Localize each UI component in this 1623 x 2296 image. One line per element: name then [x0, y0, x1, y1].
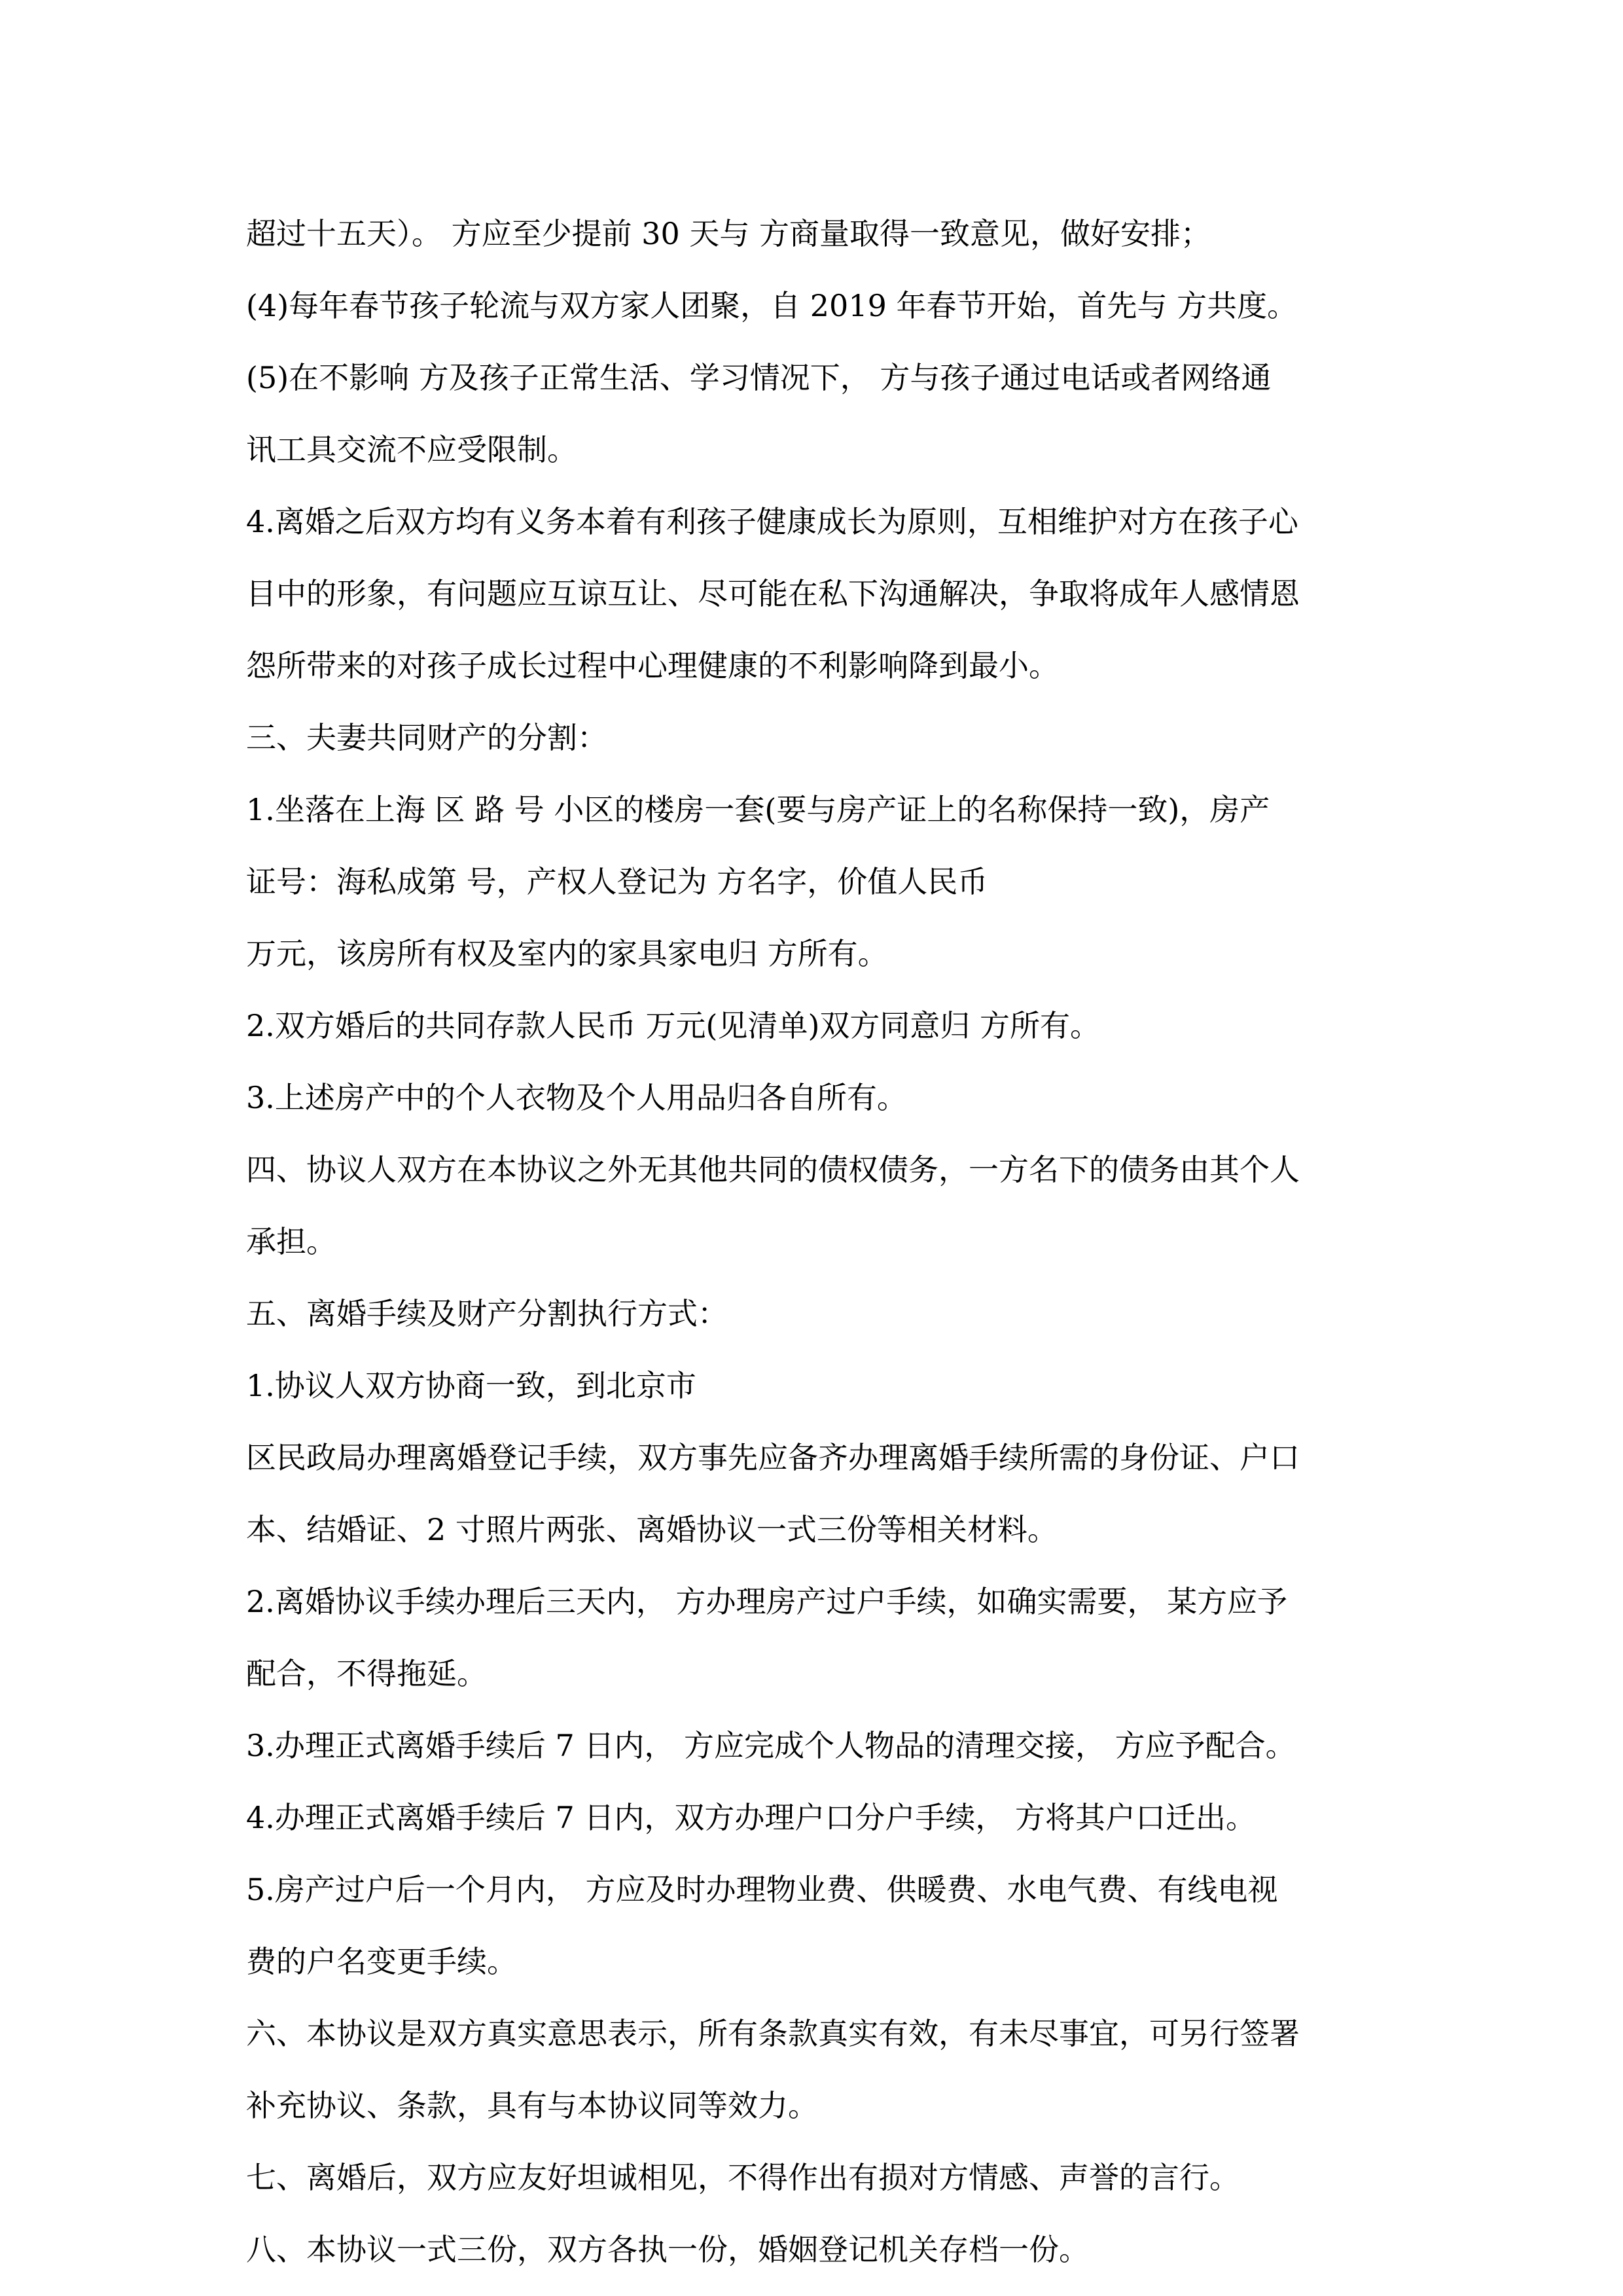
text-line: 配合，不得拖延。	[246, 1656, 487, 1691]
text-line: 1.坐落在上海 区 路 号 小区的楼房一套(要与房产证上的名称保持一致)，房产	[246, 792, 1270, 827]
text-line: 承担。	[246, 1224, 336, 1259]
text-line: 目中的形象，有问题应互谅互让、尽可能在私下沟通解决，争取将成年人感情恩	[246, 576, 1300, 611]
text-line: 补充协议、条款，具有与本协议同等效力。	[246, 2088, 818, 2123]
text-line: 2.双方婚后的共同存款人民币 万元(见清单)双方同意归 方所有。	[246, 1008, 1101, 1043]
text-line: 万元，该房所有权及室内的家具家电归 方所有。	[246, 936, 888, 971]
text-line: 区民政局办理离婚登记手续，双方事先应备齐办理离婚手续所需的身份证、户口	[246, 1440, 1300, 1475]
text-line: 讯工具交流不应受限制。	[246, 432, 577, 467]
text-line: 3.上述房产中的个人衣物及个人用品归各自所有。	[246, 1080, 907, 1115]
text-line: 2.离婚协议手续办理后三天内， 方办理房产过户手续，如确实需要， 某方应予	[246, 1584, 1288, 1619]
text-line: 怨所带来的对孩子成长过程中心理健康的不利影响降到最小。	[246, 648, 1059, 683]
section-heading: 三、夫妻共同财产的分割：	[246, 720, 607, 755]
text-line: (4)每年春节孩子轮流与双方家人团聚，自 2019 年春节开始，首先与 方共度。	[246, 288, 1298, 323]
section-heading: 四、协议人双方在本协议之外无其他共同的债权债务，一方名下的债务由其个人	[246, 1152, 1300, 1187]
text-line: 4.离婚之后双方均有义务本着有利孩子健康成长为原则，互相维护对方在孩子心	[246, 504, 1298, 539]
text-line: 5.房产过户后一个月内， 方应及时办理物业费、供暖费、水电气费、有线电视	[246, 1872, 1278, 1907]
section-heading: 六、本协议是双方真实意思表示，所有条款真实有效，有未尽事宜，可另行签署	[246, 2016, 1300, 2051]
text-line: 费的户名变更手续。	[246, 1944, 517, 1979]
text-line: 证号：海私成第 号，产权人登记为 方名字，价值人民币	[246, 864, 988, 899]
text-line: 1.协议人双方协商一致，到北京市	[246, 1368, 696, 1403]
text-line: 超过十五天）。 方应至少提前 30 天与 方商量取得一致意见，做好安排；	[246, 216, 1211, 251]
section-heading: 五、离婚手续及财产分割执行方式：	[246, 1296, 728, 1331]
text-line: 3.办理正式离婚手续后 7 日内， 方应完成个人物品的清理交接， 方应予配合。	[246, 1728, 1296, 1763]
section-heading: 八、本协议一式三份，双方各执一份，婚姻登记机关存档一份。	[246, 2232, 1089, 2267]
document-body	[246, 198, 1391, 2286]
text-line: 本、结婚证、2 寸照片两张、离婚协议一式三份等相关材料。	[246, 1512, 1058, 1547]
text-line: (5)在不影响 方及孩子正常生活、学习情况下， 方与孩子通过电话或者网络通	[246, 360, 1272, 395]
section-heading: 七、离婚后，双方应友好坦诚相见，不得作出有损对方情感、声誉的言行。	[246, 2160, 1240, 2195]
text-line: 4.办理正式离婚手续后 7 日内，双方办理户口分户手续， 方将其户口迁出。	[246, 1800, 1257, 1835]
